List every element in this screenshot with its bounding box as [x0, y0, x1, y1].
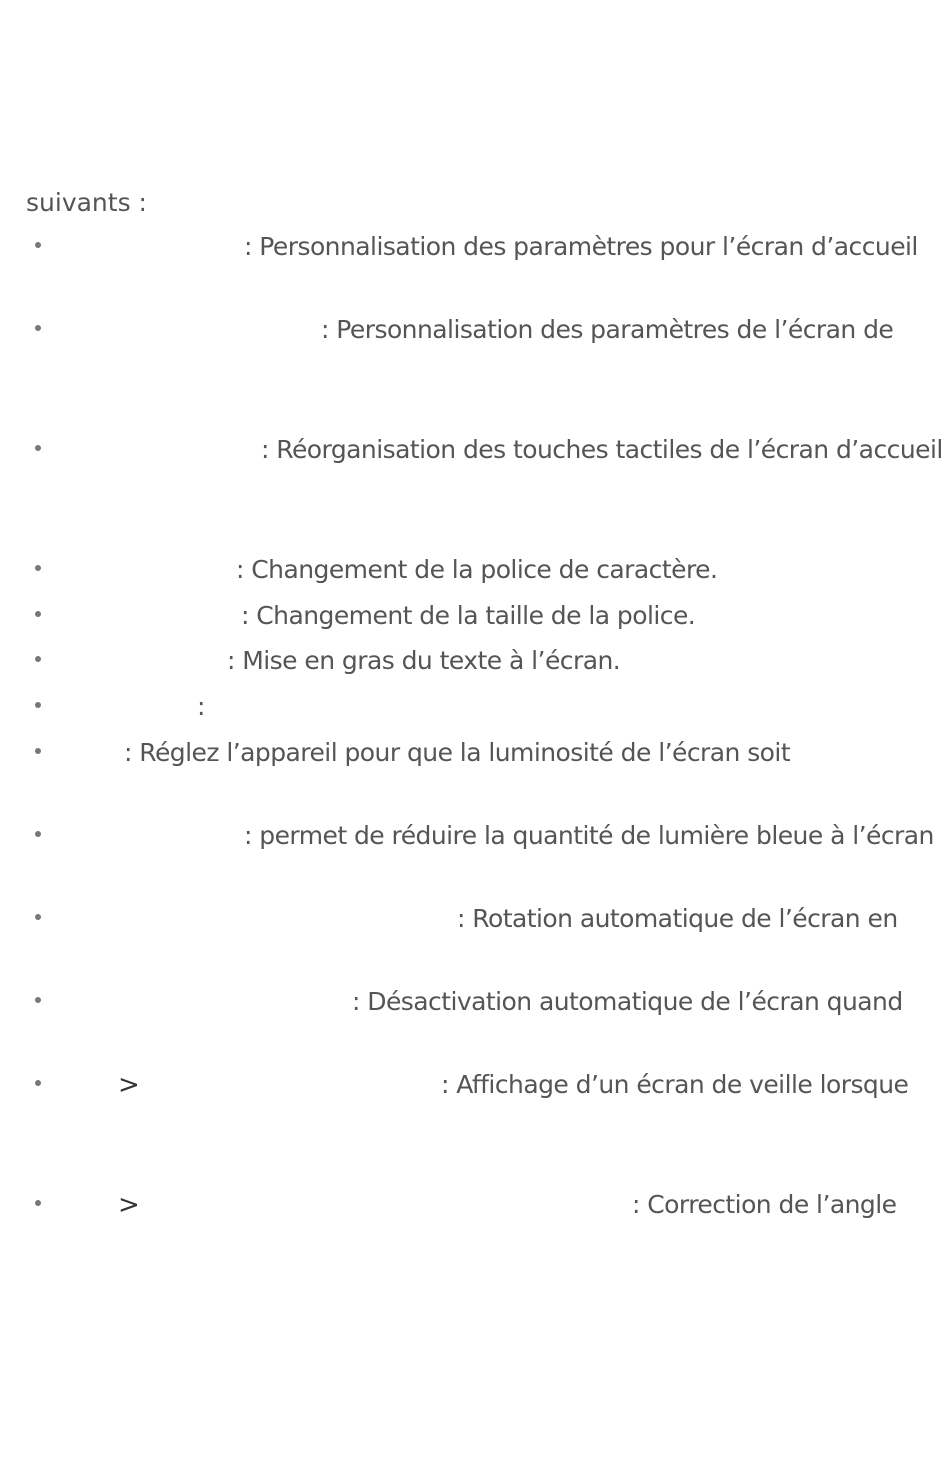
list-item	[0, 433, 950, 467]
bullet-icon	[35, 611, 41, 617]
intro-text: suivants :	[26, 188, 147, 217]
list-item	[0, 644, 950, 678]
list-item	[0, 599, 950, 633]
bullet-icon	[35, 831, 41, 837]
item-description: : Changement de la taille de la police.	[241, 601, 696, 630]
bullet-icon	[35, 914, 41, 920]
bullet-icon	[35, 748, 41, 754]
list-item	[0, 819, 950, 853]
bullet-icon	[35, 242, 41, 248]
item-description: : Personnalisation des paramètres pour l’écran d’accueil	[244, 232, 918, 261]
item-description: : Mise en gras du texte à l’écran.	[227, 646, 621, 675]
bullet-icon	[35, 656, 41, 662]
list-item	[0, 736, 950, 770]
item-description: : Réorganisation des touches tactiles de l’écran d’accueil	[261, 435, 943, 464]
list-item	[0, 1188, 950, 1222]
bullet-icon	[35, 1080, 41, 1086]
chevron-right-icon: >	[118, 1190, 140, 1220]
item-description: : Désactivation automatique de l’écran quand	[352, 987, 903, 1016]
bullet-icon	[35, 565, 41, 571]
bullet-icon	[35, 325, 41, 331]
chevron-right-icon: >	[118, 1070, 140, 1100]
list-item	[0, 902, 950, 936]
item-description: : permet de réduire la quantité de lumière bleue à l’écran	[244, 821, 934, 850]
list-item	[0, 230, 950, 264]
item-description: : Affichage d’un écran de veille lorsque	[441, 1070, 909, 1099]
item-description: :	[197, 692, 205, 721]
bullet-icon	[35, 997, 41, 1003]
item-description: : Rotation automatique de l’écran en	[457, 904, 898, 933]
bullet-icon	[35, 1200, 41, 1206]
list-item	[0, 1068, 950, 1102]
list-item	[0, 690, 950, 724]
bullet-icon	[35, 702, 41, 708]
item-description: : Changement de la police de caractère.	[236, 555, 718, 584]
list-item	[0, 313, 950, 347]
item-description: : Personnalisation des paramètres de l’écran de	[321, 315, 894, 344]
item-description: : Réglez l’appareil pour que la luminosité de l’écran soit	[124, 738, 791, 767]
item-description: : Correction de l’angle	[632, 1190, 897, 1219]
list-item	[0, 985, 950, 1019]
list-item	[0, 553, 950, 587]
bullet-icon	[35, 445, 41, 451]
